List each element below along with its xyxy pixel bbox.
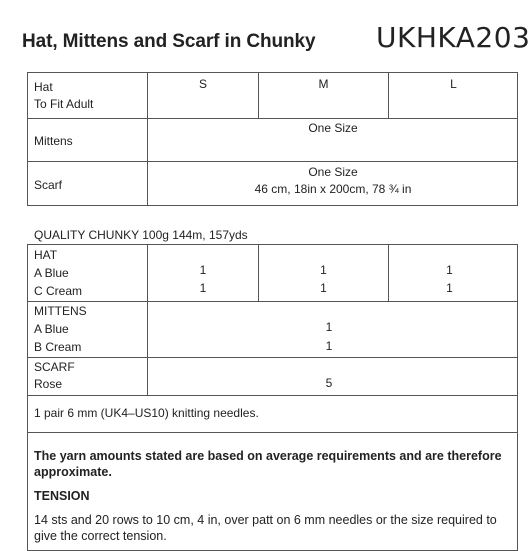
mittens-a-label: A Blue <box>34 322 69 336</box>
page-title: Hat, Mittens and Scarf in Chunky <box>22 31 316 52</box>
mittens-b-value: 1 <box>325 339 333 353</box>
tension-text: 14 sts and 20 rows to 10 cm, 4 in, over patt on 6 mm needles or the size required to give the correct tension. <box>34 513 497 543</box>
hat-c-s: 1 <box>199 281 207 295</box>
divider <box>27 357 518 358</box>
divider <box>27 395 518 396</box>
yarn-quality: QUALITY CHUNKY 100g 144m, 157yds <box>34 228 248 242</box>
divider <box>27 432 518 433</box>
hat-fit-label: To Fit Adult <box>34 97 94 111</box>
scarf-rose-value: 5 <box>325 376 333 390</box>
scarf-heading: SCARF <box>34 360 75 374</box>
hat-a-m: 1 <box>320 263 327 277</box>
mittens-heading: MITTENS <box>34 304 87 318</box>
needles-text: 1 pair 6 mm (UK4–US10) knitting needles. <box>34 406 259 420</box>
scarf-size: One Size <box>308 165 358 179</box>
hat-c-l: 1 <box>446 281 453 295</box>
mittens-a-value: 1 <box>325 320 333 334</box>
hat-a-s: 1 <box>199 263 207 277</box>
scarf-rose-label: Rose <box>34 377 63 391</box>
yarn-note: The yarn amounts stated are based on average requirements and are therefore approximate. <box>34 449 502 479</box>
mittens-b-label: B Cream <box>34 340 82 354</box>
scarf-label: Scarf <box>34 178 63 192</box>
hat-c-m: 1 <box>320 281 327 295</box>
scarf-dimensions: 46 cm, 18in x 200cm, 78 ¾ in <box>254 182 412 196</box>
divider <box>27 161 518 162</box>
mittens-label: Mittens <box>34 134 73 148</box>
tension-heading: TENSION <box>34 489 90 503</box>
divider <box>27 118 518 119</box>
size-s: S <box>198 77 207 91</box>
hat-heading: HAT <box>34 248 58 262</box>
hat-a-label: A Blue <box>34 266 69 280</box>
hat-c-label: C Cream <box>34 284 83 298</box>
size-m: M <box>318 77 329 91</box>
divider <box>27 301 518 302</box>
size-l: L <box>450 77 457 91</box>
pattern-code: UKHKA203 <box>376 21 531 54</box>
hat-a-l: 1 <box>446 263 453 277</box>
mittens-size: One Size <box>308 121 358 135</box>
hat-label: Hat <box>34 80 53 94</box>
